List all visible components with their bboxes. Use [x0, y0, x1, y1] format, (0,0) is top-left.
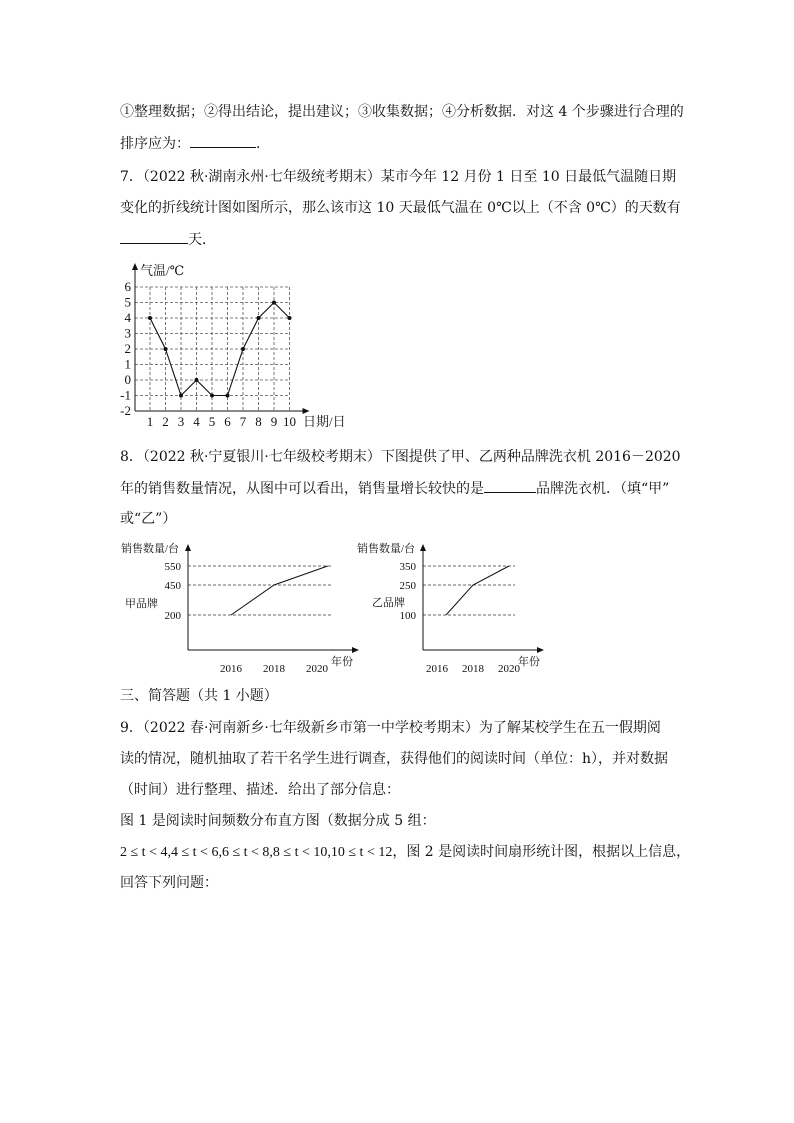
- x-tick-label: 2020: [306, 663, 328, 672]
- x-tick-label: 10: [283, 414, 296, 429]
- data-point: [179, 394, 183, 398]
- brand-b-series-line: [446, 566, 509, 615]
- brand-a-series-label: 甲品牌: [125, 598, 158, 610]
- x-axis-arrow: [537, 647, 544, 653]
- y-tick-label: 100: [399, 610, 416, 622]
- q9-line-3: （时间）进行整理、描述．给出了部分信息：: [120, 782, 400, 798]
- brand-b-x-label: 年份: [518, 656, 540, 668]
- q7-line-3-post: 天．: [188, 232, 216, 248]
- brand-b-y-ticks: [400, 561, 417, 622]
- answer-blank: [120, 229, 188, 244]
- y-tick-label: 4: [124, 310, 131, 325]
- x-tick-label: 3: [177, 414, 185, 429]
- answer-blank: [484, 478, 536, 493]
- x-tick-label: 9: [270, 414, 278, 429]
- q7-line-3: [120, 229, 216, 250]
- brand-a-sales-chart: [115, 540, 375, 672]
- brand-a-guides: [188, 566, 331, 615]
- temperature-grid: [135, 287, 290, 411]
- q8-line-3: 或“乙”）: [120, 511, 177, 527]
- brand-b-guides: [423, 566, 515, 615]
- brand-b-x-ticks: [426, 663, 521, 672]
- data-point: [148, 316, 152, 320]
- q9-line-2: 读的情况，随机抽取了若干名学生进行调查，获得他们的阅读时间（单位：h），并对数据: [120, 751, 669, 767]
- x-tick-label: 2020: [498, 663, 520, 672]
- x-tick-label: 2016: [220, 663, 242, 672]
- brand-b-axes: [420, 544, 544, 653]
- x-tick-label: 1: [146, 414, 154, 429]
- data-point: [257, 316, 261, 320]
- x-tick-label: 4: [193, 414, 200, 429]
- x-tick-label: 5: [208, 414, 216, 429]
- data-point: [210, 394, 214, 398]
- y-tick-label: -1: [120, 387, 131, 403]
- temperature-y-ticks: [120, 279, 131, 418]
- answer-blank: [190, 133, 256, 148]
- y-tick-label: -2: [120, 403, 131, 418]
- q9-line-4: 图 1 是阅读时间频数分布直方图（数据分成 5 组：: [120, 813, 436, 829]
- data-point: [288, 316, 292, 320]
- y-tick-label: 2: [124, 341, 131, 356]
- y-axis-arrow: [132, 263, 138, 270]
- y-tick-label: 550: [164, 561, 181, 573]
- temperature-points: [148, 301, 292, 398]
- y-tick-label: 3: [124, 325, 131, 341]
- q8-line-2-pre: 年的销售数量情况，从图中可以看出，销售量增长较快的是: [120, 481, 484, 497]
- y-tick-label: 6: [124, 279, 131, 294]
- q9-line-6: 回答下列问题：: [120, 875, 218, 891]
- temperature-line-chart: [115, 262, 355, 432]
- y-tick-label: 450: [164, 580, 181, 592]
- x-tick-label: 8: [255, 414, 262, 429]
- y-axis-arrow: [420, 544, 426, 551]
- brand-b-sales-chart: [355, 540, 555, 672]
- q7-line-2: 变化的折线统计图如图所示，那么该市这 10 天最低气温在 0℃以上（不含 0℃）的天数有: [120, 200, 681, 216]
- y-axis-arrow: [185, 544, 191, 551]
- data-point: [272, 301, 276, 305]
- q9-interval-math: 2 ≤ t < 4,4 ≤ t < 6,6 ≤ t < 8,8 ≤ t < 10,10 ≤ t < 12: [120, 845, 393, 860]
- brand-b-y-label: 销售数量/台: [357, 543, 416, 555]
- q8-line-2-post: 品牌洗衣机．（填“甲”: [536, 481, 670, 497]
- data-point: [195, 378, 199, 382]
- x-tick-label: 2016: [426, 663, 448, 672]
- temperature-axes: [132, 263, 310, 414]
- data-point: [164, 347, 168, 351]
- brand-a-x-ticks: [220, 663, 329, 672]
- q9-line-5-text: ，图 2 是阅读时间扇形统计图，根据以上信息，: [392, 844, 691, 860]
- q7-line-1: 7．（2022 秋·湖南永州·七年级统考期末）某市今年 12 月份 1 日至 10 日最低气温随日期: [120, 169, 677, 185]
- section-heading: 三、简答题（共 1 小题）: [120, 688, 278, 704]
- x-tick-label: 2018: [462, 663, 484, 672]
- brand-a-x-label: 年份: [331, 656, 353, 668]
- brand-a-y-ticks: [165, 561, 182, 622]
- brand-a-y-label: 销售数量/台: [121, 543, 180, 555]
- y-tick-label: 200: [164, 610, 181, 622]
- temperature-x-label: 日期/日: [303, 414, 346, 429]
- q6-line-2: [120, 133, 270, 154]
- q6-line-2-post: ．: [256, 136, 270, 152]
- temperature-x-ticks: [147, 414, 296, 429]
- q6-line-1: ①整理数据；②得出结论，提出建议；③收集数据；④分析数据．对这 4 个步骤进行合理的: [120, 104, 684, 120]
- y-tick-label: 0: [124, 372, 131, 387]
- x-tick-label: 2018: [263, 663, 285, 672]
- data-point: [241, 347, 245, 351]
- brand-a-axes: [185, 544, 359, 653]
- q9-line-5: [120, 842, 690, 863]
- data-point: [226, 394, 230, 398]
- y-tick-label: 1: [124, 356, 131, 372]
- q8-line-1: 8．（2022 秋·宁夏银川·七年级校考期末）下图提供了甲、乙两种品牌洗衣机 2016－2020: [120, 449, 681, 465]
- brand-b-series-label: 乙品牌: [372, 597, 405, 609]
- brand-a-series-line: [231, 566, 328, 615]
- temperature-y-label: 气温/℃: [140, 263, 185, 278]
- y-tick-label: 5: [124, 294, 131, 310]
- q8-line-2: [120, 478, 669, 499]
- x-tick-label: 6: [224, 414, 231, 429]
- q6-line-2-pre: 排序应为：: [120, 136, 190, 152]
- y-tick-label: 250: [399, 580, 416, 592]
- x-tick-label: 7: [239, 414, 247, 429]
- y-tick-label: 350: [399, 561, 416, 573]
- q9-line-1: 9．（2022 春·河南新乡·七年级新乡市第一中学校考期末）为了解某校学生在五一假期阅: [120, 720, 661, 736]
- x-tick-label: 2: [162, 414, 169, 429]
